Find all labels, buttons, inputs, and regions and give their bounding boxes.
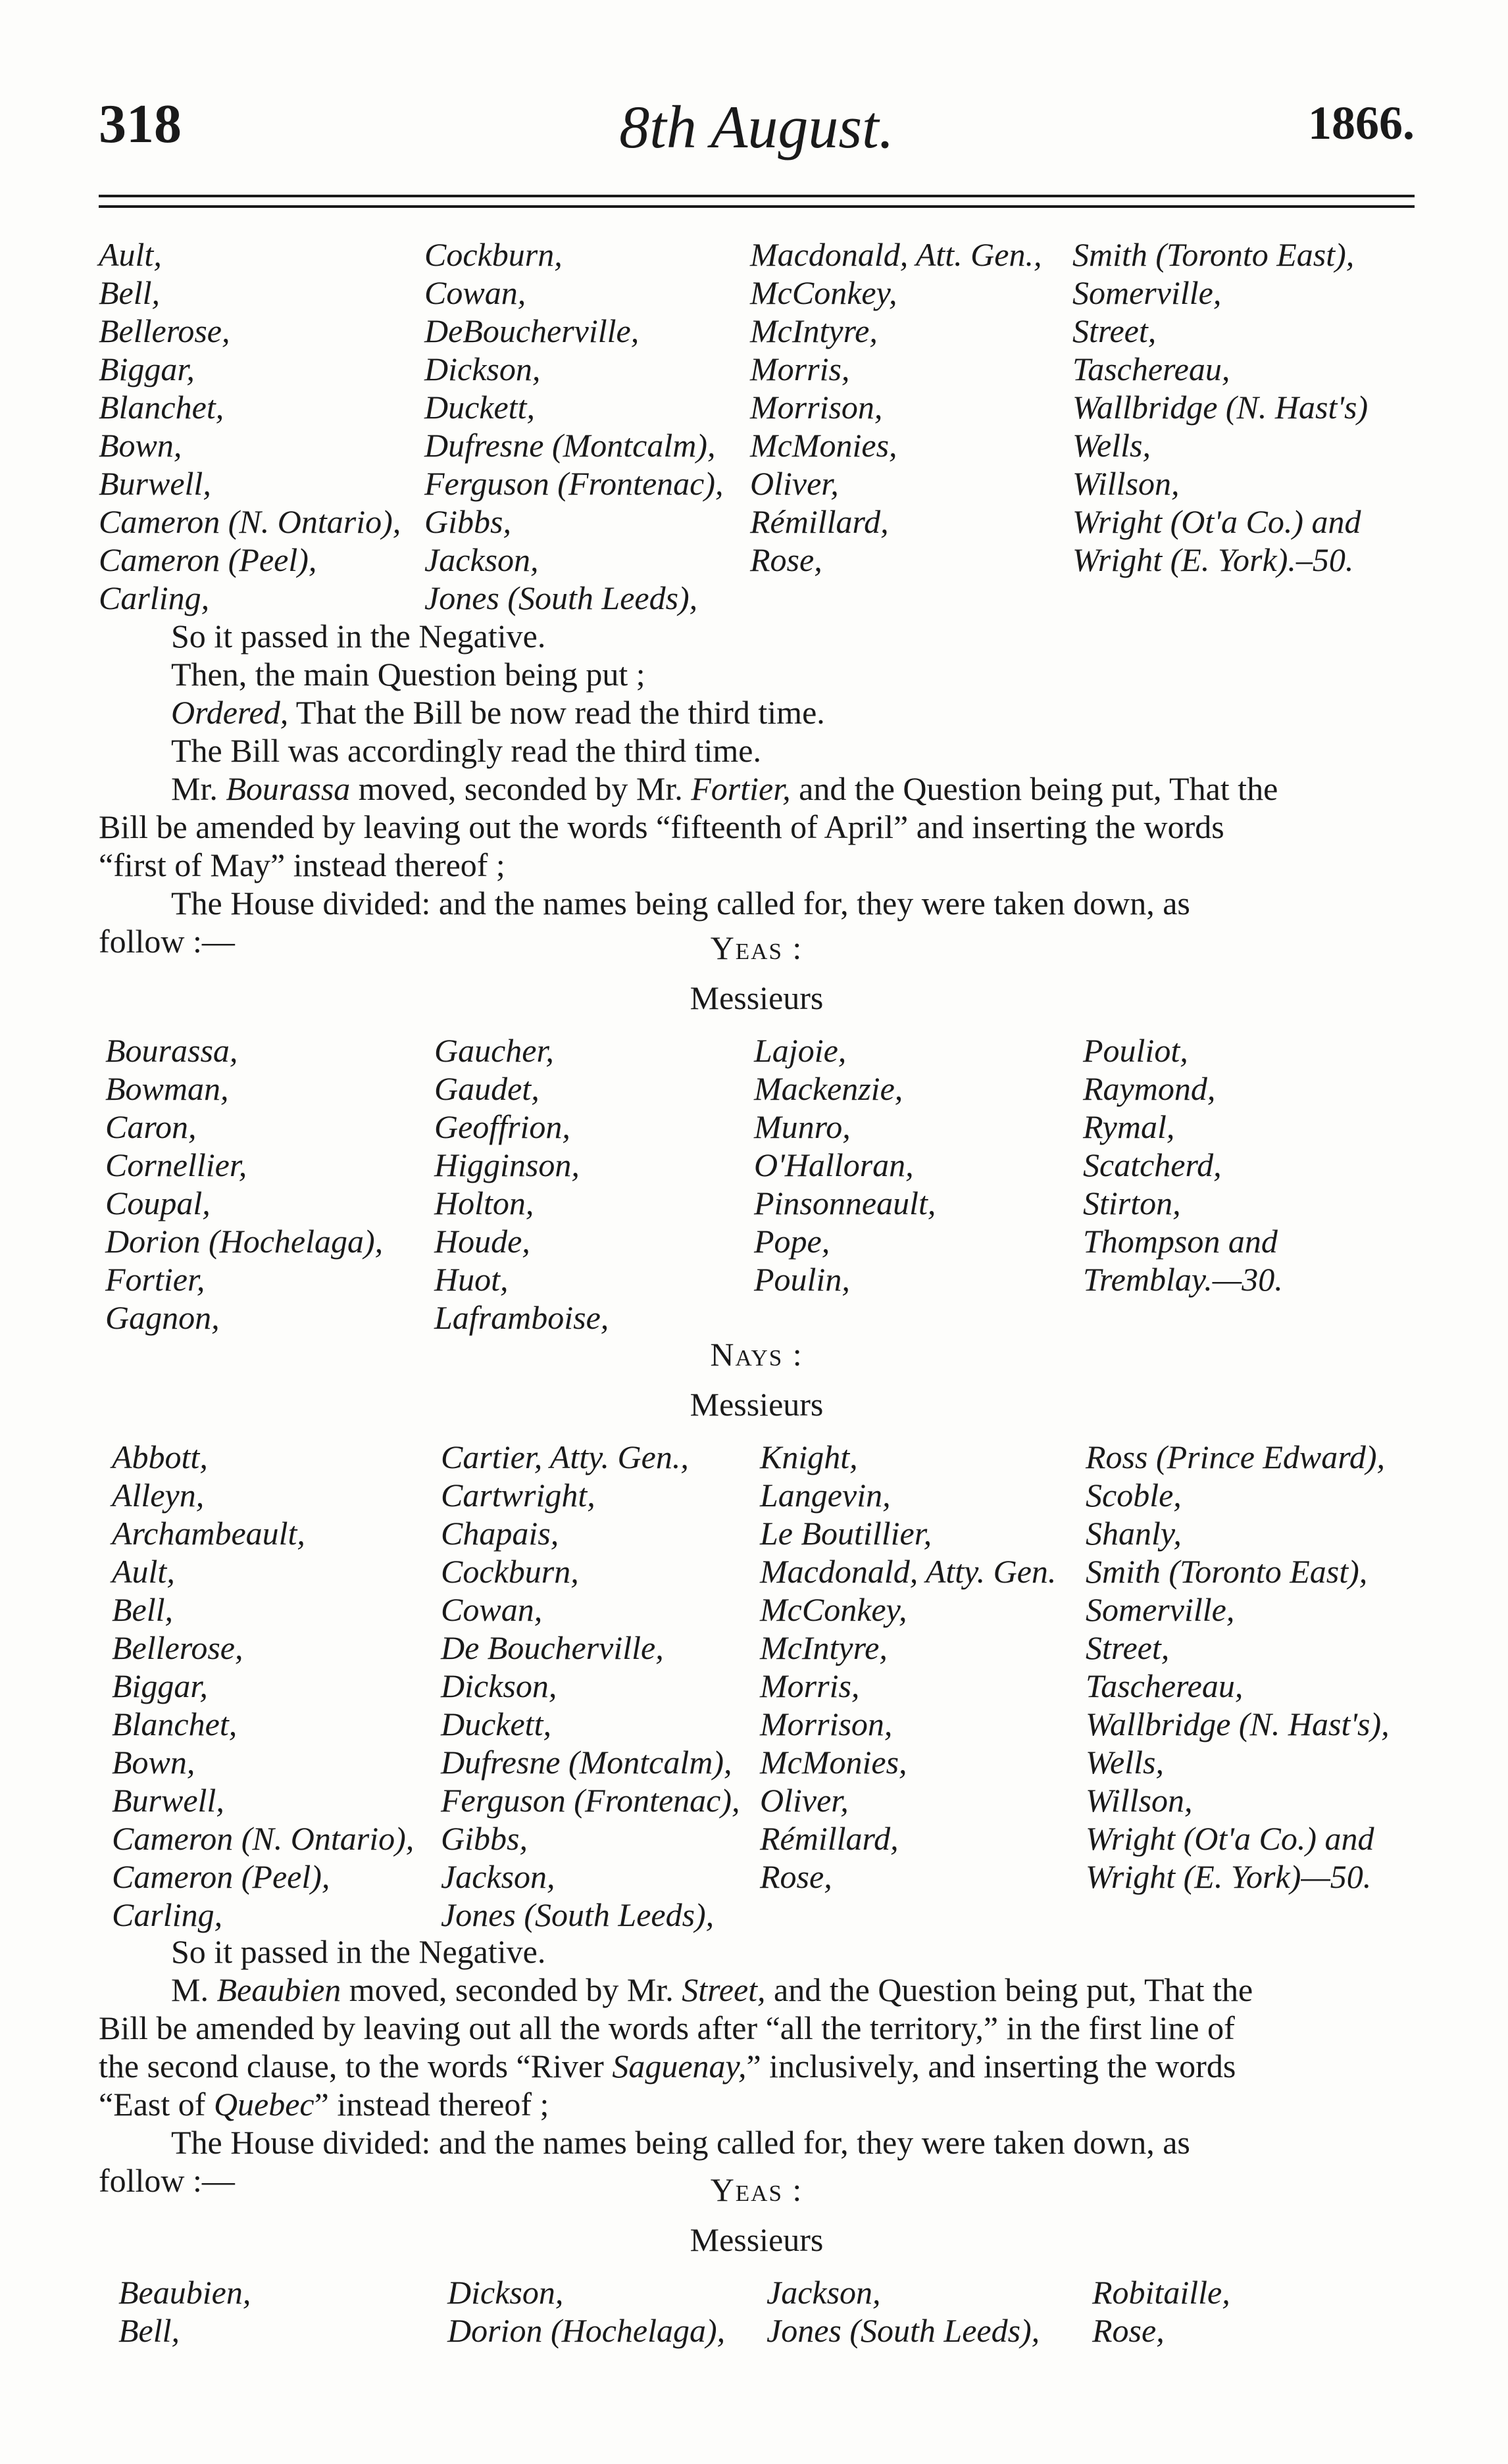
names-column-3 — [750, 235, 1042, 579]
member-name: Knight, — [760, 1439, 858, 1475]
text-line: The Bill was accordingly read the third time. — [171, 732, 761, 769]
text-line: the second clause, to the words “River Saguenay,” inclusively, and inserting the words — [99, 2048, 1236, 2084]
member-name: Smith (Toronto East), — [1072, 236, 1355, 273]
member-name: Gaudet, — [434, 1070, 540, 1107]
names-column-4 — [1083, 1031, 1283, 1298]
names-column-1 — [112, 1438, 414, 1934]
member-name: Burwell, — [112, 1782, 224, 1819]
member-name: O'Halloran, — [754, 1146, 914, 1183]
member-name: Jones (South Leeds), — [424, 579, 698, 616]
member-name: Langevin, — [760, 1477, 891, 1514]
messieurs-heading: Messieurs — [690, 1386, 824, 1423]
member-name: Carling, — [112, 1896, 223, 1933]
names-column-3 — [767, 2273, 1040, 2350]
member-name: Jackson, — [424, 541, 539, 578]
member-name: Jackson, — [767, 2274, 881, 2311]
member-name: Cowan, — [441, 1591, 543, 1628]
text-line: “East of Quebec” instead thereof ; — [99, 2086, 549, 2123]
member-name: Wright (Ot'a Co.) and — [1086, 1820, 1374, 1857]
journal-page — [99, 0, 1415, 2464]
member-name: Duckett, — [424, 389, 535, 426]
member-name: Oliver, — [750, 465, 839, 502]
member-name: Rémillard, — [750, 503, 889, 540]
member-name: Jones (South Leeds), — [767, 2312, 1040, 2349]
member-name: Burwell, — [99, 465, 211, 502]
member-name: Biggar, — [99, 351, 195, 387]
member-name: Morrison, — [750, 389, 883, 426]
text-line: follow :— — [99, 923, 235, 960]
member-name: Wright (E. York)—50. — [1086, 1858, 1372, 1895]
member-name: McIntyre, — [750, 312, 878, 349]
member-name: Scatcherd, — [1083, 1146, 1222, 1183]
member-name: Bell, — [112, 1591, 174, 1628]
member-name: Morris, — [760, 1667, 860, 1704]
member-name: Lajoie, — [754, 1032, 847, 1069]
member-name: Taschereau, — [1072, 351, 1230, 387]
member-name: Gaucher, — [434, 1032, 554, 1069]
member-name: Archambeault, — [112, 1515, 305, 1552]
member-name: Dorion (Hochelaga), — [105, 1223, 384, 1260]
member-name: Dickson, — [424, 351, 541, 387]
member-name: Munro, — [754, 1108, 851, 1145]
member-name: Rymal, — [1083, 1108, 1175, 1145]
page-header — [99, 92, 1415, 164]
nays-list-1 — [99, 1438, 1415, 1938]
member-name: Le Boutillier, — [760, 1515, 932, 1552]
yeas-list-2 — [99, 2273, 1415, 2352]
text-line: The House divided: and the names being called for, they were taken down, as — [171, 2124, 1190, 2161]
member-name: Ferguson (Frontenac), — [441, 1782, 740, 1819]
page-title: 8th August. — [619, 93, 894, 160]
member-name: Cockburn, — [424, 236, 563, 273]
names-column-4 — [1072, 235, 1368, 579]
member-name: Wright (E. York).–50. — [1072, 541, 1354, 578]
proceedings-text-1 — [99, 617, 1415, 960]
member-name: Bellerose, — [99, 312, 230, 349]
text-line: So it passed in the Negative. — [171, 1933, 546, 1970]
member-name: Dufresne (Montcalm), — [424, 427, 716, 464]
member-name: Macdonald, Atty. Gen. — [760, 1553, 1057, 1590]
member-name: Biggar, — [112, 1667, 208, 1704]
member-name: Bown, — [99, 427, 182, 464]
names-column-2 — [424, 235, 724, 617]
member-name: Dickson, — [447, 2274, 564, 2311]
member-name: Cartier, Atty. Gen., — [441, 1439, 689, 1475]
member-name: Gagnon, — [105, 1299, 220, 1336]
member-name: Bowman, — [105, 1070, 229, 1107]
member-name: Holton, — [434, 1185, 534, 1221]
member-name: Wells, — [1072, 427, 1151, 464]
text-line: Mr. Bourassa moved, seconded by Mr. Fortier, and the Question being put, That the — [171, 770, 1278, 807]
member-name: Bourassa, — [105, 1032, 238, 1069]
text-line: Then, the main Question being put ; — [171, 656, 645, 693]
text-line: So it passed in the Negative. — [171, 618, 546, 654]
member-name: Geoffrion, — [434, 1108, 570, 1145]
text-line: follow :— — [99, 2162, 235, 2199]
member-name: Taschereau, — [1086, 1667, 1244, 1704]
member-name: Fortier, — [105, 1261, 205, 1298]
member-name: Rémillard, — [760, 1820, 899, 1857]
member-name: Bell, — [118, 2312, 180, 2349]
messieurs-heading: Messieurs — [690, 2221, 824, 2258]
member-name: Smith (Toronto East), — [1086, 1553, 1368, 1590]
member-name: Raymond, — [1083, 1070, 1216, 1107]
header-rule-bottom — [99, 205, 1415, 208]
member-name: Ault, — [112, 1553, 175, 1590]
member-name: Caron, — [105, 1108, 197, 1145]
nays-heading: Nays : — [710, 1336, 803, 1373]
member-name: Robitaille, — [1092, 2274, 1230, 2311]
member-name: Huot, — [434, 1261, 509, 1298]
member-name: McConkey, — [750, 274, 897, 311]
member-name: Stirton, — [1083, 1185, 1181, 1221]
member-name: Morrison, — [760, 1706, 893, 1742]
member-name: Cartwright, — [441, 1477, 595, 1514]
yeas-heading: Yeas : — [710, 2171, 803, 2208]
names-column-4 — [1092, 2273, 1230, 2350]
member-name: Mackenzie, — [754, 1070, 903, 1107]
member-name: Jones (South Leeds), — [441, 1896, 715, 1933]
names-column-2 — [434, 1031, 609, 1337]
header-rule-top — [99, 195, 1415, 197]
member-name: Coupal, — [105, 1185, 211, 1221]
member-name: Ross (Prince Edward), — [1086, 1439, 1386, 1475]
text-line: Ordered, That the Bill be now read the third time. — [171, 694, 825, 731]
text-line: The House divided: and the names being called for, they were taken down, as — [171, 885, 1190, 922]
names-column-2 — [447, 2273, 725, 2350]
proceedings-text-2 — [99, 1933, 1415, 2200]
member-name: Higginson, — [434, 1146, 580, 1183]
member-name: Street, — [1072, 312, 1157, 349]
member-name: Rose, — [750, 541, 822, 578]
names-column-4 — [1086, 1438, 1390, 1896]
member-name: Chapais, — [441, 1515, 559, 1552]
yeas-list-1 — [99, 1031, 1415, 1341]
text-line: Bill be amended by leaving out all the words after “all the territory,” in the first line of — [99, 2009, 1235, 2046]
member-name: Oliver, — [760, 1782, 849, 1819]
member-name: Somerville, — [1086, 1591, 1235, 1628]
member-name: De Boucherville, — [441, 1629, 664, 1666]
member-name: Cowan, — [424, 274, 526, 311]
text-line: “first of May” instead thereof ; — [99, 847, 505, 883]
member-name: Gibbs, — [441, 1820, 528, 1857]
member-name: Beaubien, — [118, 2274, 251, 2311]
member-name: Carling, — [99, 579, 210, 616]
names-column-2 — [441, 1438, 740, 1934]
member-name: Scoble, — [1086, 1477, 1182, 1514]
member-name: McConkey, — [760, 1591, 907, 1628]
member-name: Somerville, — [1072, 274, 1222, 311]
member-name: Bellerose, — [112, 1629, 243, 1666]
member-name: Cameron (Peel), — [112, 1858, 330, 1895]
member-name: Pope, — [754, 1223, 830, 1260]
member-name: McIntyre, — [760, 1629, 888, 1666]
text-line: Bill be amended by leaving out the words “fifteenth of April” and inserting the words — [99, 808, 1224, 845]
member-name: Abbott, — [112, 1439, 208, 1475]
member-name: Cornellier, — [105, 1146, 247, 1183]
member-name: Duckett, — [441, 1706, 551, 1742]
member-name: Cameron (N. Ontario), — [99, 503, 401, 540]
member-name: Cockburn, — [441, 1553, 579, 1590]
member-name: Thompson and — [1083, 1223, 1278, 1260]
member-name: Ault, — [99, 236, 162, 273]
member-name: McMonies, — [760, 1744, 907, 1781]
member-name: Cameron (Peel), — [99, 541, 317, 578]
member-name: Pouliot, — [1083, 1032, 1188, 1069]
member-name: Wells, — [1086, 1744, 1164, 1781]
member-name: Laframboise, — [434, 1299, 609, 1336]
names-column-3 — [760, 1438, 1056, 1896]
names-column-1 — [118, 2273, 251, 2350]
division-names-continued — [99, 235, 1415, 617]
member-name: Wright (Ot'a Co.) and — [1072, 503, 1361, 540]
member-name: Jackson, — [441, 1858, 555, 1895]
member-name: Tremblay.—30. — [1083, 1261, 1283, 1298]
member-name: Bown, — [112, 1744, 195, 1781]
page-year: 1866. — [1308, 97, 1415, 149]
member-name: Ferguson (Frontenac), — [424, 465, 724, 502]
member-name: Blanchet, — [99, 389, 224, 426]
member-name: Wallbridge (N. Hast's), — [1086, 1706, 1390, 1742]
member-name: Morris, — [750, 351, 850, 387]
member-name: Willson, — [1086, 1782, 1193, 1819]
member-name: Rose, — [1092, 2312, 1165, 2349]
member-name: Dufresne (Montcalm), — [441, 1744, 732, 1781]
yeas-heading: Yeas : — [710, 929, 803, 966]
member-name: Willson, — [1072, 465, 1180, 502]
names-column-3 — [754, 1031, 936, 1298]
member-name: Pinsonneault, — [754, 1185, 936, 1221]
member-name: Dorion (Hochelaga), — [447, 2312, 726, 2349]
member-name: Street, — [1086, 1629, 1170, 1666]
names-column-1 — [105, 1031, 383, 1337]
member-name: Dickson, — [441, 1667, 557, 1704]
member-name: Blanchet, — [112, 1706, 238, 1742]
member-name: Macdonald, Att. Gen., — [750, 236, 1042, 273]
member-name: Alleyn, — [112, 1477, 205, 1514]
member-name: Poulin, — [754, 1261, 850, 1298]
member-name: Gibbs, — [424, 503, 511, 540]
member-name: Shanly, — [1086, 1515, 1182, 1552]
member-name: Wallbridge (N. Hast's) — [1072, 389, 1369, 426]
member-name: Rose, — [760, 1858, 832, 1895]
member-name: DeBoucherville, — [424, 312, 640, 349]
messieurs-heading: Messieurs — [690, 979, 824, 1016]
text-line: M. Beaubien moved, seconded by Mr. Street, and the Question being put, That the — [171, 1971, 1253, 2008]
member-name: Bell, — [99, 274, 161, 311]
member-name: Cameron (N. Ontario), — [112, 1820, 415, 1857]
page-number: 318 — [99, 93, 182, 155]
names-column-1 — [99, 235, 401, 617]
member-name: McMonies, — [750, 427, 897, 464]
member-name: Houde, — [434, 1223, 530, 1260]
